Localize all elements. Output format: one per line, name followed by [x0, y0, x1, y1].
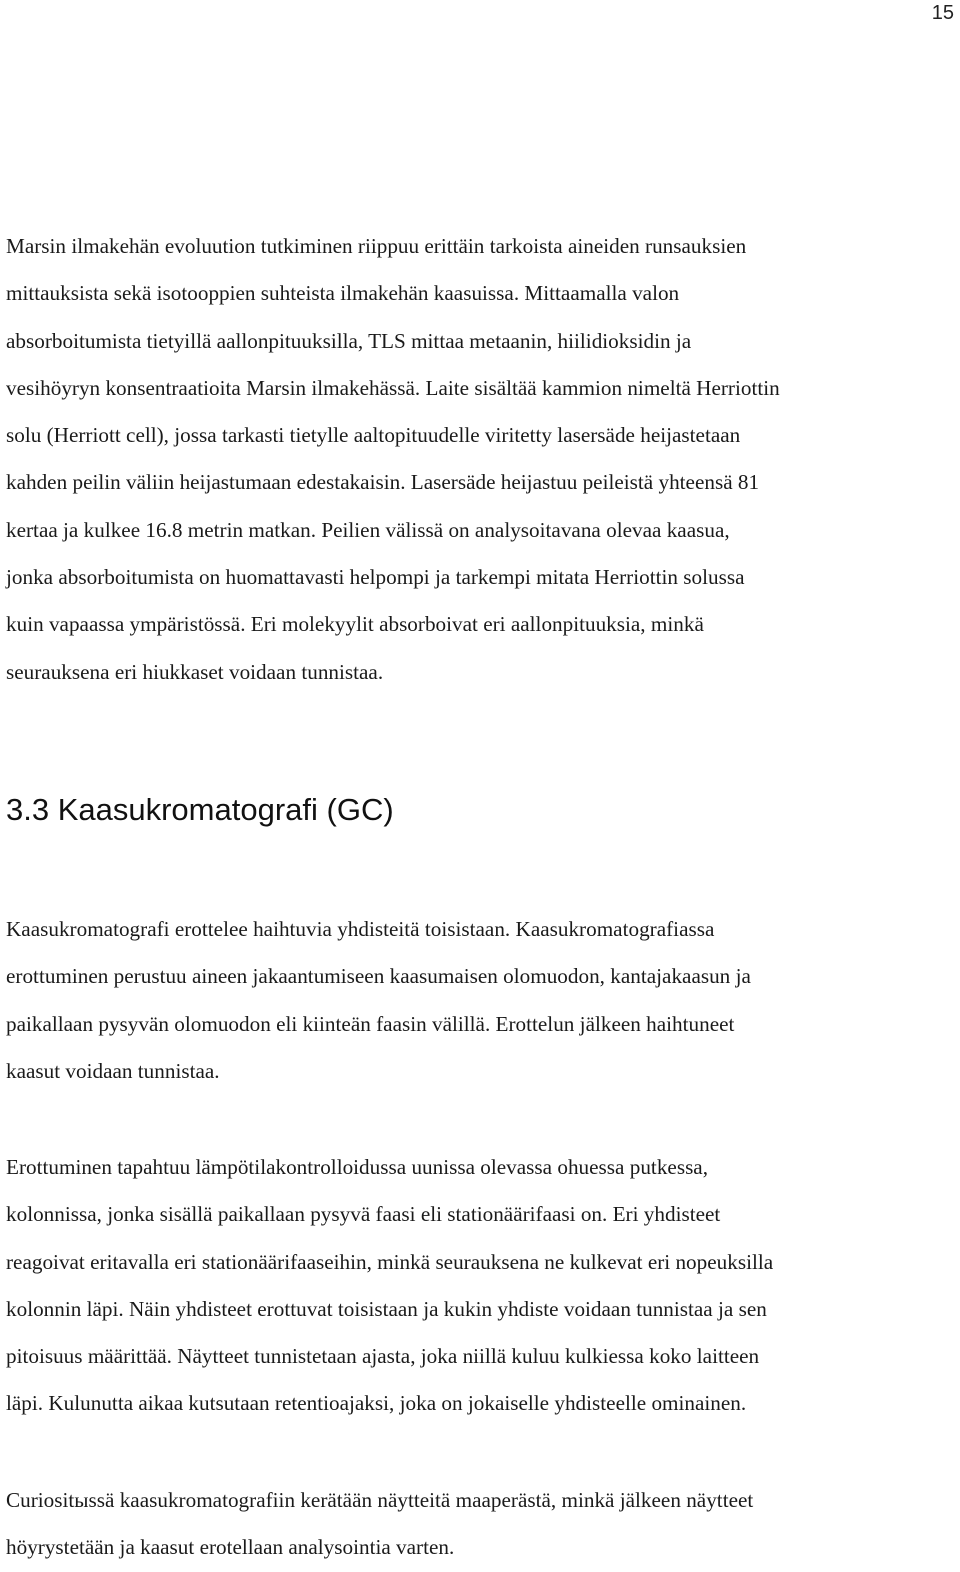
paragraph-tls	[6, 223, 956, 696]
text-line: mittauksista sekä isotooppien suhteista ilmakehän kaasuissa. Mittaamalla valon	[6, 281, 680, 306]
text-line: erottuminen perustuu aineen jakaantumiseen kaasumaisen olomuodon, kantajakaasun ja	[6, 964, 751, 989]
text-line: kolonnin läpi. Näin yhdisteet erottuvat toisistaan ja kukin yhdiste voidaan tunnistaa ja sen	[6, 1296, 767, 1321]
paragraph-gc-separation	[6, 1144, 956, 1428]
text-line: pitoisuus määrittää. Näytteet tunnistetaan ajasta, joka niillä kuluu kulkiessa koko laitteen	[6, 1344, 760, 1369]
text-line: Kaasukromatografi erottelee haihtuvia yhdisteitä toisistaan. Kaasukromatografiassa	[6, 917, 715, 941]
section-heading: 3.3 Kaasukromatografi (GC)	[6, 792, 394, 827]
text-line: absorboitumista tietyillä aallonpituuksilla, TLS mittaa metaanin, hiilidioksidin ja	[6, 328, 692, 353]
text-line: paikallaan pysyvän olomuodon eli kiinteän faasin välillä. Erottelun jälkeen haihtuneet	[6, 1011, 735, 1036]
text-line: reagoivat eritavalla eri stationäärifaaseihin, minkä seurauksena ne kulkevat eri nopeuksilla	[6, 1249, 774, 1274]
text-line: vesihöyryn konsentraatioita Marsin ilmakehässä. Laite sisältää kammion nimeltä Herriottin	[6, 375, 780, 400]
text-line: seurauksena eri hiukkaset voidaan tunnistaa.	[6, 659, 384, 684]
text-line: läpi. Kulunutta aikaa kutsutaan retentioajaksi, joka on jokaiselle yhdisteelle ominainen.	[6, 1391, 747, 1416]
text-line: kahden peilin väliin heijastumaan edestakaisin. Lasersäde heijastuu peileistä yhteensä 81	[6, 470, 760, 495]
text-line: jonka absorboitumista on huomattavasti helpompi ja tarkempi mitata Herriottin solussa	[6, 565, 745, 590]
text-line: kaasut voidaan tunnistaa.	[6, 1058, 220, 1083]
text-line: höyrystetään ja kaasut erotellaan analysointia varten.	[6, 1535, 455, 1560]
text-line: kertaa ja kulkee 16.8 metrin matkan. Peilien välissä on analysoitavana olevaa kaasua,	[6, 517, 730, 542]
text-line: solu (Herriott cell), jossa tarkasti tietylle aaltopituudelle viritetty lasersäde heijastetaan	[6, 423, 741, 448]
page-number: 15	[931, 2, 954, 24]
text-line: Marsin ilmakehän evoluution tutkiminen riippuu erittäin tarkoista aineiden runsauksien	[6, 234, 747, 258]
text-line: Curiositыssä kaasukromatografiin kerätään näytteitä maaperästä, minkä jälkeen näytteet	[6, 1488, 754, 1512]
paragraph-curiosity	[6, 1477, 956, 1572]
text-line: kuin vapaassa ympäristössä. Eri molekyylit absorboivat eri aallonpituuksia, minkä	[6, 612, 704, 637]
paragraph-gc-intro	[6, 906, 956, 1095]
text-line: Erottuminen tapahtuu lämpötilakontrolloidussa uunissa olevassa ohuessa putkessa,	[6, 1155, 709, 1179]
text-line: kolonnissa, jonka sisällä paikallaan pysyvä faasi eli stationäärifaasi on. Eri yhdisteet	[6, 1202, 721, 1227]
